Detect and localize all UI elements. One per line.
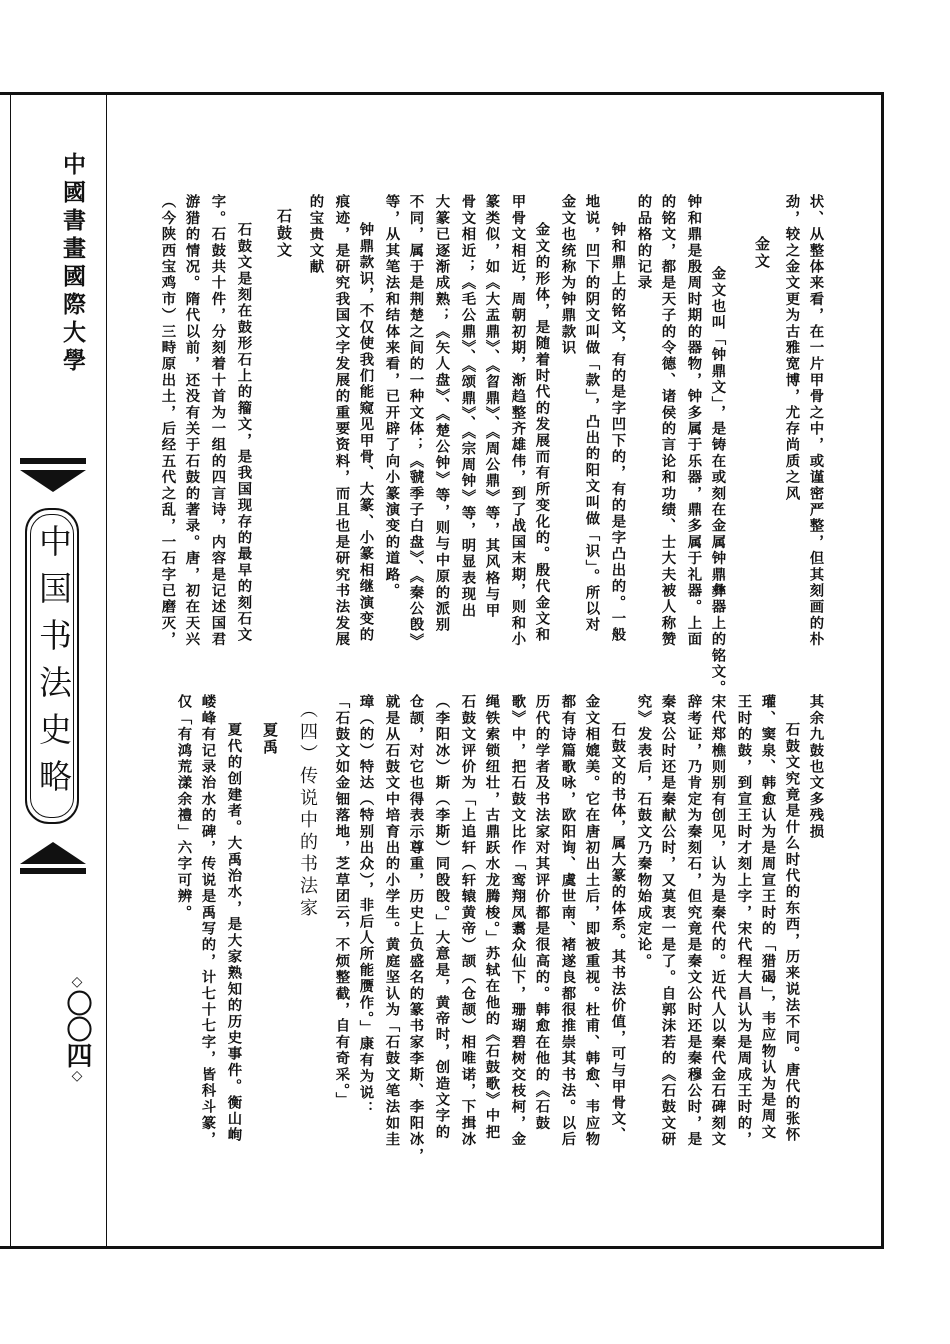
upper-text-column: 的品格的记录: [635, 194, 653, 292]
lower-text-column: 石鼓文评价为「上追轩（轩辕黄帝）颉（仓颉）相唯诺，下揖冰: [459, 694, 477, 1148]
lower-text-column: 歌》中，把石鼓文比作「鸾翔凤翥众仙下，珊瑚碧树交枝柯，金: [509, 694, 527, 1148]
section-heading-shiguwen: 石鼓文: [275, 208, 293, 259]
lower-text-column: 历代的学者及书法家对其评价都是很高的。韩愈在他的《石鼓: [533, 694, 551, 1132]
chapter-heading: （四）传说中的书法家: [297, 700, 318, 920]
upper-text-column: （今陕西宝鸡市）三畤原出土，后经五代之乱，一石字已磨灭，: [159, 194, 177, 648]
lower-text-column: 璋（的）特达（特别出众），非后人所能赝作。」康有为说：: [357, 694, 375, 1117]
page-number-value: 〇〇四: [62, 990, 92, 1068]
upper-text-column: 金文的形体，是随着时代的发展而有所变化的。殷代金文和: [533, 222, 551, 644]
lower-text-column: 其余九鼓也文多残损: [807, 694, 825, 840]
lower-text-column: 王时的鼓，到宣王时才刻上字，宋代程大昌认为是周成王时的，: [735, 694, 753, 1148]
lower-text-column: 仓颉，对它也得表示尊重，历史上负盛名的篆书家李斯、李阳冰，: [407, 694, 425, 1164]
upper-text-column: 的铭文，都是天子的令德、诸侯的言论和功绩、士大夫被人称赞: [659, 194, 677, 648]
upper-text-column: 游猎的情况。隋代以前，还没有关于石鼓的著录。唐，初在天兴: [183, 194, 201, 648]
lower-text-column: 仅「有鸿荒漾余禮」六字可辨。: [175, 694, 193, 921]
lower-text-column: 瓘、窦泉、韩愈认为是周宣王时的「猎碣」，韦应物认为是周文: [759, 694, 777, 1141]
subsection-heading-xiayu: 夏禹: [261, 722, 279, 756]
upper-text-column: 字。石鼓共十件，分刻着十首为一组的四言诗，内容是记述国君: [209, 194, 227, 648]
lower-text-column: 辞考证，乃肯定为秦刻石，但究竟是秦文公时还是秦穆公时，是: [685, 694, 703, 1148]
upper-text-column: 钟和鼎上的铭文，有的是字凹下的，有的是字凸出的。一般: [609, 222, 627, 644]
upper-text-column: 甲骨文相近，周朝初期，渐趋整齐雄伟，到了战国末期，则和小: [509, 194, 527, 648]
lower-text-column: 秦哀公时还是秦献公时，又莫衷一是了。自郭沫若的《石鼓文研: [659, 694, 677, 1148]
page-number-ornament-top: ◇: [69, 974, 85, 990]
page-number: [57, 974, 97, 1084]
lower-text-column: 就是从石鼓文中培育出的小学生。黄庭坚认为「石鼓文笔法如圭: [383, 694, 401, 1148]
university-name: 中國書畫國際大學: [59, 152, 86, 376]
upper-text-column: 状、从整体来看，在一片甲骨之中，或谨密严整，但其刻画的朴: [807, 194, 825, 648]
lower-text-column: 金文相媲美。它在唐初出土后，即被重视。杜甫、韩愈、韦应物: [583, 694, 601, 1148]
page-number-ornament-bottom: ◇: [69, 1068, 85, 1084]
lower-text-column: 嵝峰有记录治水的碑，传说是禹写的，计七十七字，皆科斗篆，: [199, 694, 217, 1148]
upper-text-column: 骨文相近；《毛公鼎》、《颂鼎》、《宗周钟》等，明显表现出: [459, 194, 477, 619]
upper-text-column: 石鼓文是刻在鼓形石上的籀文，是我国现存的最早的刻石文: [235, 222, 253, 644]
lower-text-column: 绳铁索锁纽壮，古鼎跃水龙腾梭。」苏轼在他的《石鼓歌》中把: [483, 694, 501, 1141]
emblem-bottom-bar: [20, 868, 86, 874]
lower-text-column: （李阳冰）斯（李斯）同𣪘𣪘。」大意是，黄帝时，创造文字的: [433, 694, 451, 1141]
upper-text-column: 钟和鼎是殷周时期的器物，钟多属于乐器，鼎多属于礼器。上面: [685, 194, 703, 648]
upper-text-column: 劲，较之金文更为古雅宽博，尤存尚质之风: [783, 194, 801, 502]
lower-text-column: 石鼓文的书体，属大篆的体系。其书法价值，可与甲骨文、: [609, 722, 627, 1144]
section-heading-jinwen: 金文: [753, 236, 771, 270]
upper-text-column: 篆类似，如《大盂鼎》、《曶鼎》、《周公鼎》等，其风格与甲: [483, 194, 501, 619]
book-title-emblem: [20, 458, 86, 876]
upper-text-column: 的宝贵文献: [307, 194, 325, 275]
emblem-top-bar: [20, 458, 86, 464]
upper-text-column: 痕迹，是研究我国文字发展的重要资料，而且也是研究书法发展: [333, 194, 351, 648]
sidebar-divider-rule: [106, 92, 107, 1249]
book-title: 中国书法史略: [34, 524, 73, 806]
upper-text-column: 金文也叫「钟鼎文」，是铸在或刻在金属钟鼎彝器上的铭文。: [709, 266, 727, 697]
lower-text-column: 究》发表后，石鼓文乃秦物始成定论。: [635, 694, 653, 970]
page-border-left-rule: [10, 92, 11, 1249]
emblem-bottom-ornament: [20, 840, 86, 864]
lower-text-column: 都有诗篇歌咏，欧阳询、虞世南、褚遂良都很推崇其书法。以后: [559, 694, 577, 1148]
upper-text-column: 等，从其笔法和结体来看，已开辟了向小篆演变的道路。: [383, 194, 401, 599]
upper-text-column: 地说，凹下的阴文叫做「款」，凸出的阳文叫做「识」。所以对: [583, 194, 601, 634]
upper-text-column: 大篆已逐渐成熟；《矢人盘》、《楚公钟》等，则与中原的派别: [433, 194, 451, 634]
lower-text-column: 石鼓文究竟是什么时代的东西，历来说法不同。唐代的张怀: [783, 722, 801, 1144]
lower-text-column: 宋代郑樵则别有创见，认为是秦代的。近代人以秦代金石碑刻文: [709, 694, 727, 1148]
upper-text-column: 金文也统称为钟鼎款识: [559, 194, 577, 356]
lower-text-column: 「石鼓文如金钿落地，芝草团云，不烦整截，自有奇采。」: [333, 694, 351, 1108]
lower-text-column: 夏代的创建者。大禹治水，是大家熟知的历史事件。衡山峋: [225, 722, 243, 1144]
emblem-top-ornament: [20, 470, 86, 494]
upper-text-column: 钟鼎款识，不仅使我们能窥见甲骨、大篆、小篆相继演变的: [357, 222, 375, 644]
upper-text-column: 不同，属于是荆楚之间的一种文体；《虢季子白盘》、《秦公𣪘》: [407, 194, 425, 650]
